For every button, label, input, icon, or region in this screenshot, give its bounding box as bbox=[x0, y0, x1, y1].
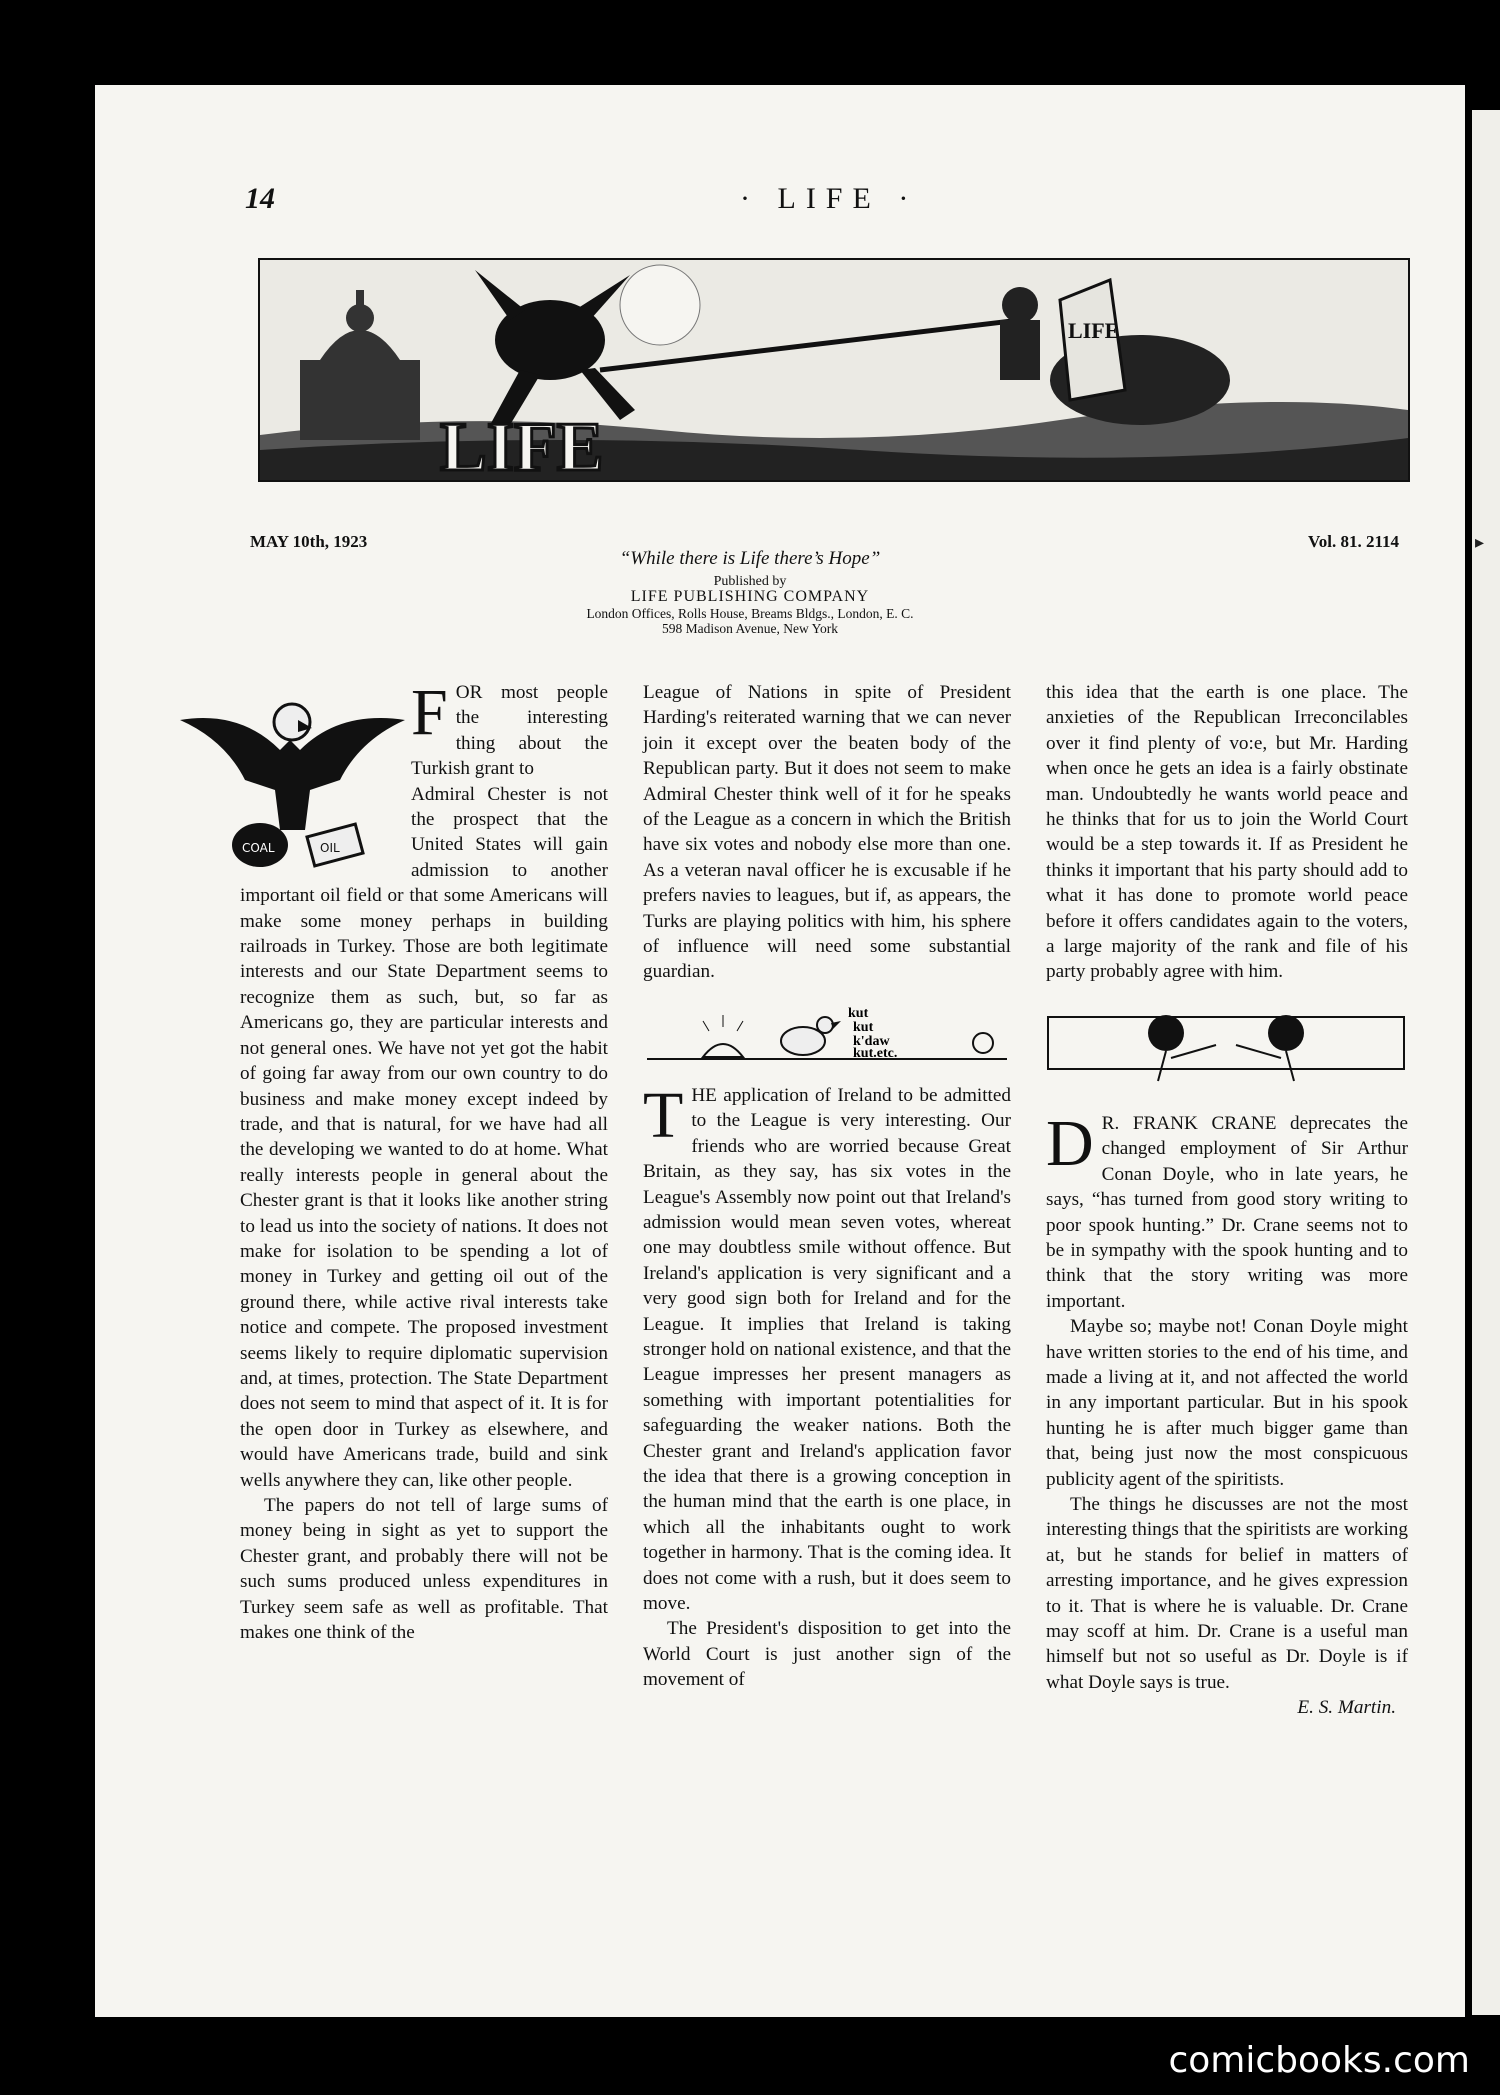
volume-number: Vol. 81. 2114 bbox=[1308, 532, 1400, 551]
rooster-sun-illustration bbox=[643, 1001, 1011, 1065]
life-logo-lettering: LIFE bbox=[440, 409, 604, 480]
shield-lettering: LIFE bbox=[1068, 318, 1120, 343]
article-doyle-paragraph-2: Maybe so; maybe not! Conan Doyle might have written stories to the end of his time, and made a living at it, and not affected the world in any important particular. But in his spook hunting he is after much bigger game than that, being just now the most conspicuous publicity agent of the spiritists. bbox=[1046, 1316, 1408, 1490]
oil-label: OIL bbox=[320, 841, 340, 855]
margin-mark: ▸ bbox=[1475, 532, 1485, 552]
rooster-sound-3: k'daw bbox=[853, 1033, 890, 1049]
article-ireland-paragraph-2: The President's disposition to get into the World Court is just another sign of the movement of bbox=[643, 1618, 1011, 1691]
published-by-label: Published by bbox=[713, 574, 787, 589]
two-figures-illustration bbox=[1046, 1003, 1408, 1089]
article-column-1 bbox=[240, 676, 608, 1645]
article-ireland-continued: this idea that the earth is one place. The anxieties of the Republican Irreconcilables over it find plenty of vo:e, but Mr. Harding when once he gets an idea is a fairly obstinate man. Undoubtedly he wants world peace and he thinks that for us to join the World Court would be a step towards it. If as President he thinks it important that his party should add to what it has done to promote world peace before it offers candidates again to the voters, a large majority of the rank and file of his party probably agree with him. bbox=[1046, 682, 1408, 983]
article-ireland-paragraph-1: HE application of Ireland to be admitted to the League is very interesting. Our friends who are worried because Great Britain, as they say, has six votes in the League's Assembly now point out that Ireland's admission would mean seven votes, whereat one may doubtless smile without offence. But Ireland's application is very significant and a very good sign both for Ireland and for the League. It implies that Ireland is taking stronger hold on national existence, and that the League impresses her present managers as something with important potentialities for safeguarding the weaker nations. Both the Chester grant and Ireland's application favor the idea that there is a growing conception in the human mind that the earth is one place, in which all the inhabitants ought to work together in harmony. That is the coming idea. It does not come with a rush, but it does seem to move. bbox=[643, 1084, 1011, 1614]
magazine-motto: “While there is Life there’s Hope” bbox=[619, 548, 881, 569]
masthead-title: · LIFE · bbox=[740, 182, 919, 215]
new-york-address: 598 Madison Avenue, New York bbox=[662, 621, 838, 636]
facing-page-edge bbox=[1472, 110, 1500, 2015]
london-address: London Offices, Rolls House, Breams Bldgs., London, E. C. bbox=[586, 606, 914, 621]
publisher-name: LIFE PUBLISHING COMPANY bbox=[630, 588, 870, 605]
knight-vs-demon-illustration bbox=[260, 260, 1408, 480]
author-signature: E. S. Martin. bbox=[1297, 1697, 1396, 1719]
eagle-illustration bbox=[180, 680, 405, 875]
article-chester-lead: OR most people the interesting thing about the Turkish grant to bbox=[411, 682, 608, 780]
rooster-sound-4: kut.etc. bbox=[853, 1045, 898, 1061]
article-column-3 bbox=[1046, 680, 1408, 1721]
article-column-2 bbox=[643, 680, 1011, 1693]
issue-date: MAY 10th, 1923 bbox=[250, 532, 368, 551]
masthead-illustration bbox=[258, 258, 1410, 482]
page-number: 14 bbox=[245, 182, 275, 215]
rooster-sound-1: kut bbox=[848, 1005, 869, 1021]
site-watermark: comicbooks.com bbox=[1168, 2040, 1470, 2081]
article-doyle-paragraph-3: The things he discusses are not the most interesting things that the spiritists are working at, but he stands for belief in matters of arresting importance, and he gives expression to it. That is where he is valuable. Dr. Crane may scoff at him. Dr. Crane is a useful man himself but not so useful as Dr. Doyle is if what Doyle says is true. bbox=[1046, 1493, 1408, 1693]
article-chester-continued: League of Nations in spite of President Harding's reiterated warning that we can never join it except over the beaten body of the Republican party. But it does not seem to make Admiral Chester think well of it for he speaks of the League as a concern in which the British have six votes and nobody else more than one. As a veteran naval officer he is excusable if he prefers navies to leagues, but if, as appears, the Turks are playing politics with him, his sphere of influence will need some substantial guardian. bbox=[643, 682, 1011, 983]
article-chester-paragraph-2: The papers do not tell of large sums of money being in sight as yet to support the Chester grant, and probably there will not be such sums produced unless expenditures in Turkey seem safe as well as profitable. That makes one think of the bbox=[240, 1495, 608, 1644]
drop-cap-t: T bbox=[643, 1078, 684, 1152]
drop-cap-f: F bbox=[411, 676, 448, 749]
drop-cap-d: D bbox=[1046, 1106, 1094, 1180]
article-chester-body: Admiral Chester is not the prospect that the United States will gain admission to another important oil field or that some Americans will make some money perhaps in building railroads in Turkey. Those are both legitimate interests and our State Department seems to recognize them as such, but, so far as Americans go, they are particular interests and not general ones. We have not yet got the habit of going far away from our own country to do business and make money except indeed by trade, and that is natural, for we have had all the developing we wanted to do at home. What really interests people in general about the Chester grant is that it looks like another string to lead us into the society of nations. It does not make for isolation to be spending a lot of money in Turkey and getting oil out of the ground there, while active rival interests take notice and compete. The proposed investment seems likely to require diplomatic supervision and, at times, protection. The State Department does not seem to mind that aspect of it. It is for the open door in Turkey as elsewhere, and would have Americans trade, build and sink wells anywhere they can, like other people. bbox=[240, 783, 608, 1491]
article-doyle-paragraph-1: R. FRANK CRANE deprecates the changed employment of Sir Arthur Conan Doyle, who in late years, he says, “has turned from good story writing to poor spook hunting.” Dr. Crane seems not to be in sympathy with the spook hunting and to think that the story writing was more important. bbox=[1046, 1112, 1408, 1312]
coal-label: COAL bbox=[242, 841, 275, 855]
rooster-sound-2: kut bbox=[853, 1019, 874, 1035]
